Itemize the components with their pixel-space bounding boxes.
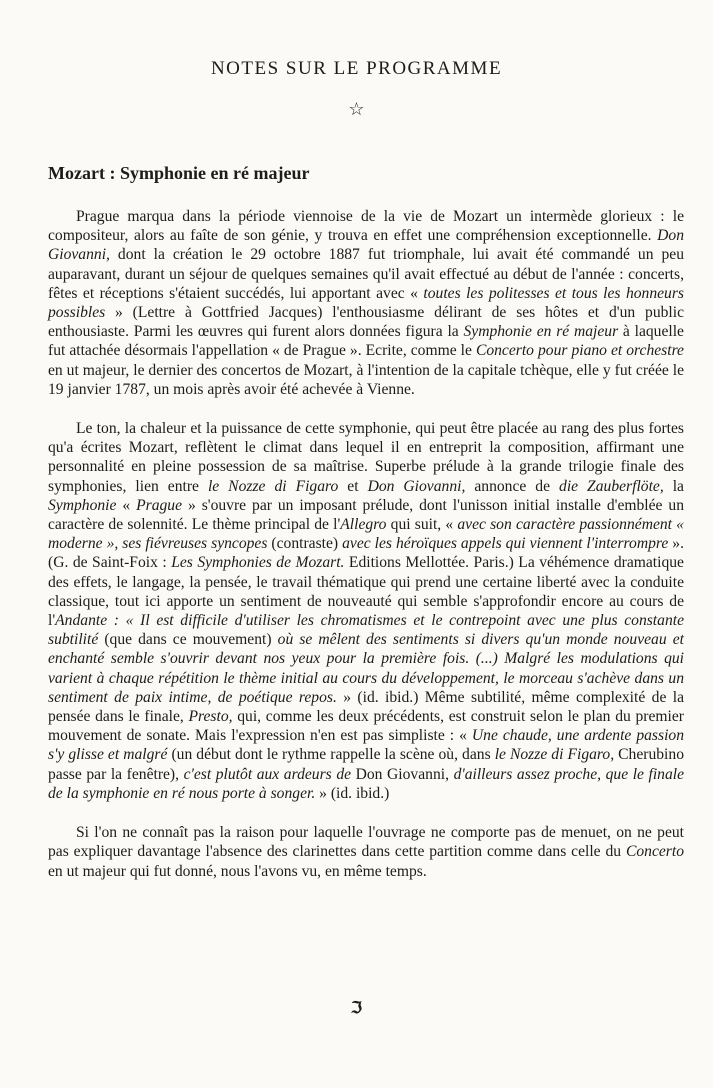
italic-run: c'est plutôt aux ardeurs de <box>183 765 352 783</box>
italic-run: Les Symphonies de Mozart. <box>171 554 345 572</box>
text-run: (contraste) <box>267 535 343 553</box>
text-run: Editions Mellottée. Paris.) La véhémence dramatique des effets, le langage, la pensée, le travail thématique qui prend une certaine liberté avec la conduite classique, tout ici apporte un sentiment de nouveauté qui semble s'approfondir encore au cours de l' <box>48 554 684 630</box>
text-run: en ut majeur, le dernier des concertos de Mozart, à l'intention de la capitale tchèque, elle y fut créée le 19 janvier 1787, un mois après avoir été achevée à Vienne. <box>48 361 684 398</box>
text-run: « <box>116 496 137 514</box>
text-run: (un début dont le rythme rappelle la scène où, dans <box>167 746 495 764</box>
text-run: annonce de <box>465 477 560 495</box>
text-run: Cherubino passe par la fenêtre), <box>48 746 684 783</box>
star-ornament-icon: ☆ <box>348 99 365 119</box>
text-run: ». (G. de Saint-Foix : <box>48 535 684 572</box>
italic-run: le Nozze di Figaro <box>207 477 339 495</box>
text-run: » (id. ibid.) Même subtilité, même complexité de la pensée dans le finale, <box>48 688 684 726</box>
italic-run: Symphonie <box>48 496 117 514</box>
italic-run: toutes les politesses et tous les honneurs possibles <box>48 284 684 322</box>
italic-run: avec son caractère passionnément « moderne », ses fiévreuses syncopes <box>48 516 684 553</box>
italic-run: le Nozze di Figaro, <box>494 746 615 764</box>
italic-run: Symphonie en ré majeur <box>463 323 619 341</box>
text-run: Le ton, la chaleur et la puissance de cette symphonie, qui peut être placée au rang des plus fortes qu'a écrites Mozart, reflètent le climat dans lequel il en entreprit la composition, affirmant une personnalité en pleine possession de sa maîtrise. Superbe prélude à la grande trilogie finale des symphonies, lien entre <box>48 420 684 495</box>
text-run: et <box>338 477 368 495</box>
italic-run: Une chaude, une ardente passion s'y glisse et malgré <box>48 727 684 764</box>
italic-run: Presto, <box>188 708 233 726</box>
italic-run: Concerto pour piano et orchestre <box>475 342 684 360</box>
printer-ornament-icon: ℑ <box>350 1000 363 1017</box>
italic-run: Prague <box>136 496 183 514</box>
text-run: la <box>663 477 684 495</box>
paragraph-1 <box>48 207 684 399</box>
text-run: qui suit, « <box>386 516 458 534</box>
text-run: qui, comme les deux précédents, est construit selon le plan du premier mouvement de sonate. Mais l'expression n'en est pas simpliste : « <box>48 708 684 745</box>
italic-run: d'ailleurs assez proche, que le finale de la symphonie en ré nous porte à songer. <box>48 765 685 802</box>
italic-run: Andante : « Il est difficile d'utiliser les chromatismes et le contrepoint avec une plus constante subtilité <box>48 612 684 649</box>
text-run: en ut majeur qui fut donné, nous l'avons vu, en même temps. <box>48 862 427 880</box>
paragraph-3 <box>48 823 684 881</box>
text-run: » (Lettre à Gottfried Jacques) l'enthousiasme délirant de ses hôtes et d'un public enthousiaste. Parmi les œuvres qui furent alors données figura la <box>48 304 684 341</box>
italic-run: Allegro <box>340 516 387 534</box>
page-title: NOTES SUR LE PROGRAMME <box>210 58 503 79</box>
italic-run: Concerto <box>625 843 684 861</box>
text-run: Prague marqua dans la période viennoise de la vie de Mozart un intermède glorieux : le compositeur, alors au faîte de son génie, y trouva en effet une compréhension exceptionnelle. <box>48 208 684 245</box>
italic-run: avec les héroïques appels qui viennent l'interrompre <box>342 535 669 553</box>
text-run: » s'ouvre par un imposant prélude, dont l'unisson initial installe d'emblée un caractère de solennité. Le thème principal de l' <box>48 496 684 534</box>
section-heading: Mozart : Symphonie en ré majeur <box>48 163 310 183</box>
italic-run: Don Giovanni, <box>367 477 466 495</box>
text-run: Si l'on ne connaît pas la raison pour laquelle l'ouvrage ne comporte pas de menuet, on ne peut pas expliquer davantage l'absence des clarinettes dans cette partition comme dans celle du <box>48 824 684 861</box>
italic-run: où se mêlent des sentiments si divers qu'un monde nouveau et enchanté semble s'ouvrir devant nos yeux pour la première fois. (...) Malgré les modulations qui varient à chaque répétition le thème initial au cours du développement, le morceau s'achève dans un sentiment de paix intime, de poétique repos. <box>48 631 684 706</box>
text-run: à laquelle fut attachée désormais l'appellation « de Prague ». Ecrite, comme le <box>48 323 684 360</box>
italic-run: Don Giovanni, <box>48 227 684 264</box>
text-run: Don Giovanni, <box>351 765 454 783</box>
body-text <box>48 207 684 901</box>
text-run: » (id. ibid.) <box>315 784 390 802</box>
text-run: dont la création le 29 octobre 1887 fut triomphale, lui avait été commandé un peu auparavant, durant un séjour de quelques semaines qu'il avait effectué au début de l'année : concerts, fêtes et réceptions s'étaient succédés, lui apportant avec « <box>48 246 684 302</box>
italic-run: die Zauberflöte, <box>559 477 664 495</box>
text-run: (que dans ce mouvement) <box>98 631 278 649</box>
paragraph-2 <box>48 419 684 803</box>
